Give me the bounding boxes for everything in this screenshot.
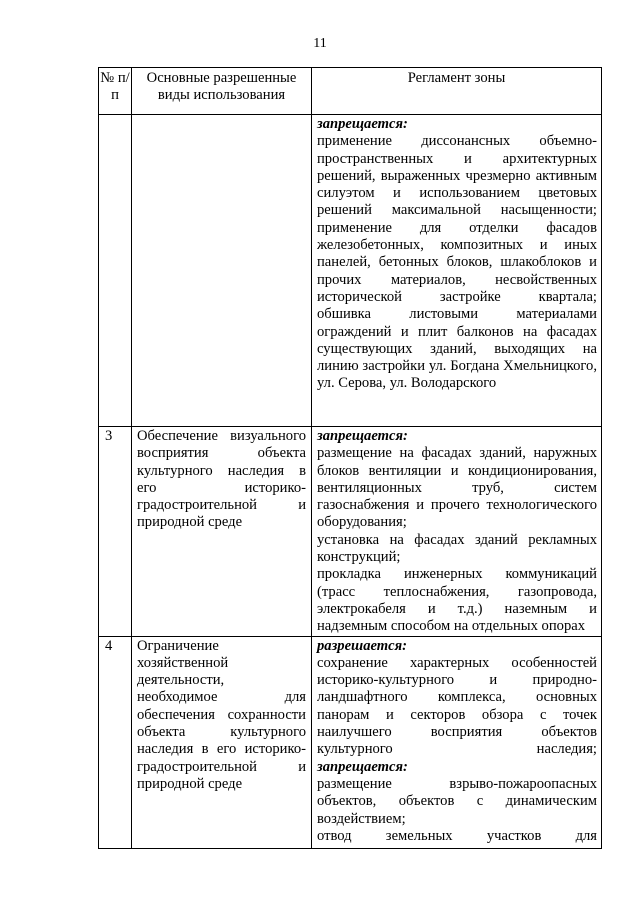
table-row <box>99 115 602 427</box>
row-number <box>99 115 132 427</box>
use-line: необходимое для <box>137 689 306 706</box>
page-number: 11 <box>313 36 327 51</box>
row-use <box>132 115 312 427</box>
use-line: деятельности, <box>137 672 225 689</box>
use-line: восприятия объекта <box>137 445 306 462</box>
use-line: Обеспечение визуального <box>137 428 306 444</box>
use-line: культурного наследия в <box>137 462 306 479</box>
header-number <box>99 68 132 115</box>
regulation-item: применение диссонансных объемно-пространственных и архитектурных решений, выраженных чрезмерно активным силуэтом и использованием цветовых решений максимальной насыщенности; <box>317 133 597 219</box>
regulation-keyword: запрещается: <box>317 428 408 444</box>
row-use <box>132 427 312 637</box>
use-line: природной среде <box>137 514 243 531</box>
use-line: обеспечения сохранности <box>137 706 306 723</box>
header-regulation-label: Регламент зоны <box>407 70 506 86</box>
use-line: его историко- <box>137 479 306 496</box>
use-line: градостроительной и <box>137 497 306 514</box>
use-line: хозяйственной <box>137 654 229 671</box>
header-number-label: № п/п <box>100 70 130 104</box>
row-number: 4 <box>99 636 132 848</box>
regulation-item: размещение взрыво-пожароопасных объектов, объектов с динамическим воздействием; <box>317 775 597 827</box>
table-row <box>99 427 602 637</box>
header-regulation <box>312 68 602 115</box>
header-uses <box>132 68 312 115</box>
table-header-row <box>99 68 602 115</box>
row-regulation <box>312 636 602 848</box>
table-row <box>99 636 602 848</box>
use-line: Ограничение <box>137 637 219 654</box>
regulation-item: прокладка инженерных коммуникаций (трасс теплоснабжения, газопровода, электрокабеля и т.д.) наземным и надземным способом на отдельных опорах <box>317 566 597 635</box>
row-number: 3 <box>99 427 132 637</box>
use-line: природной среде <box>137 775 243 792</box>
regulation-item: установка на фасадах зданий рекламных конструкций; <box>317 531 597 566</box>
header-uses-label: Основные разрешенные виды использования <box>146 70 297 104</box>
row-regulation <box>312 115 602 427</box>
regulation-table <box>98 67 602 849</box>
regulation-item: размещение на фасадах зданий, наружных блоков вентиляции и кондиционирования, вентиляционных труб, систем газоснабжения и прочего технологического оборудования; <box>317 445 597 531</box>
use-line: объекта культурного <box>137 724 306 741</box>
regulation-item: применение для отделки фасадов железобетонных, композитных и иных панелей, бетонных блоков, шлакоблоков и прочих материалов, несвойственных исторической застройке квартала; <box>317 219 597 305</box>
use-line: наследия в его историко- <box>137 741 306 758</box>
regulation-item: обшивка листовыми материалами ограждений и плит балконов на фасадах существующих зданий, выходящих на линию застройки ул. Богдана Хмельницкого, ул. Серова, ул. Володарского <box>317 306 597 392</box>
regulation-keyword: запрещается: <box>317 116 408 132</box>
regulation-item: сохранение характерных особенностей историко-культурного и природно-ландшафтного комплекса, основных панорам и секторов обзора с точек наилучшего восприятия объектов культурного наследия; <box>317 654 597 758</box>
regulation-item: отвод земельных участков для <box>317 827 597 844</box>
use-line: градостроительной и <box>137 758 306 775</box>
regulation-keyword: запрещается: <box>317 758 408 775</box>
regulation-keyword: разрешается: <box>317 637 408 654</box>
row-use <box>132 636 312 848</box>
row-regulation <box>312 427 602 637</box>
